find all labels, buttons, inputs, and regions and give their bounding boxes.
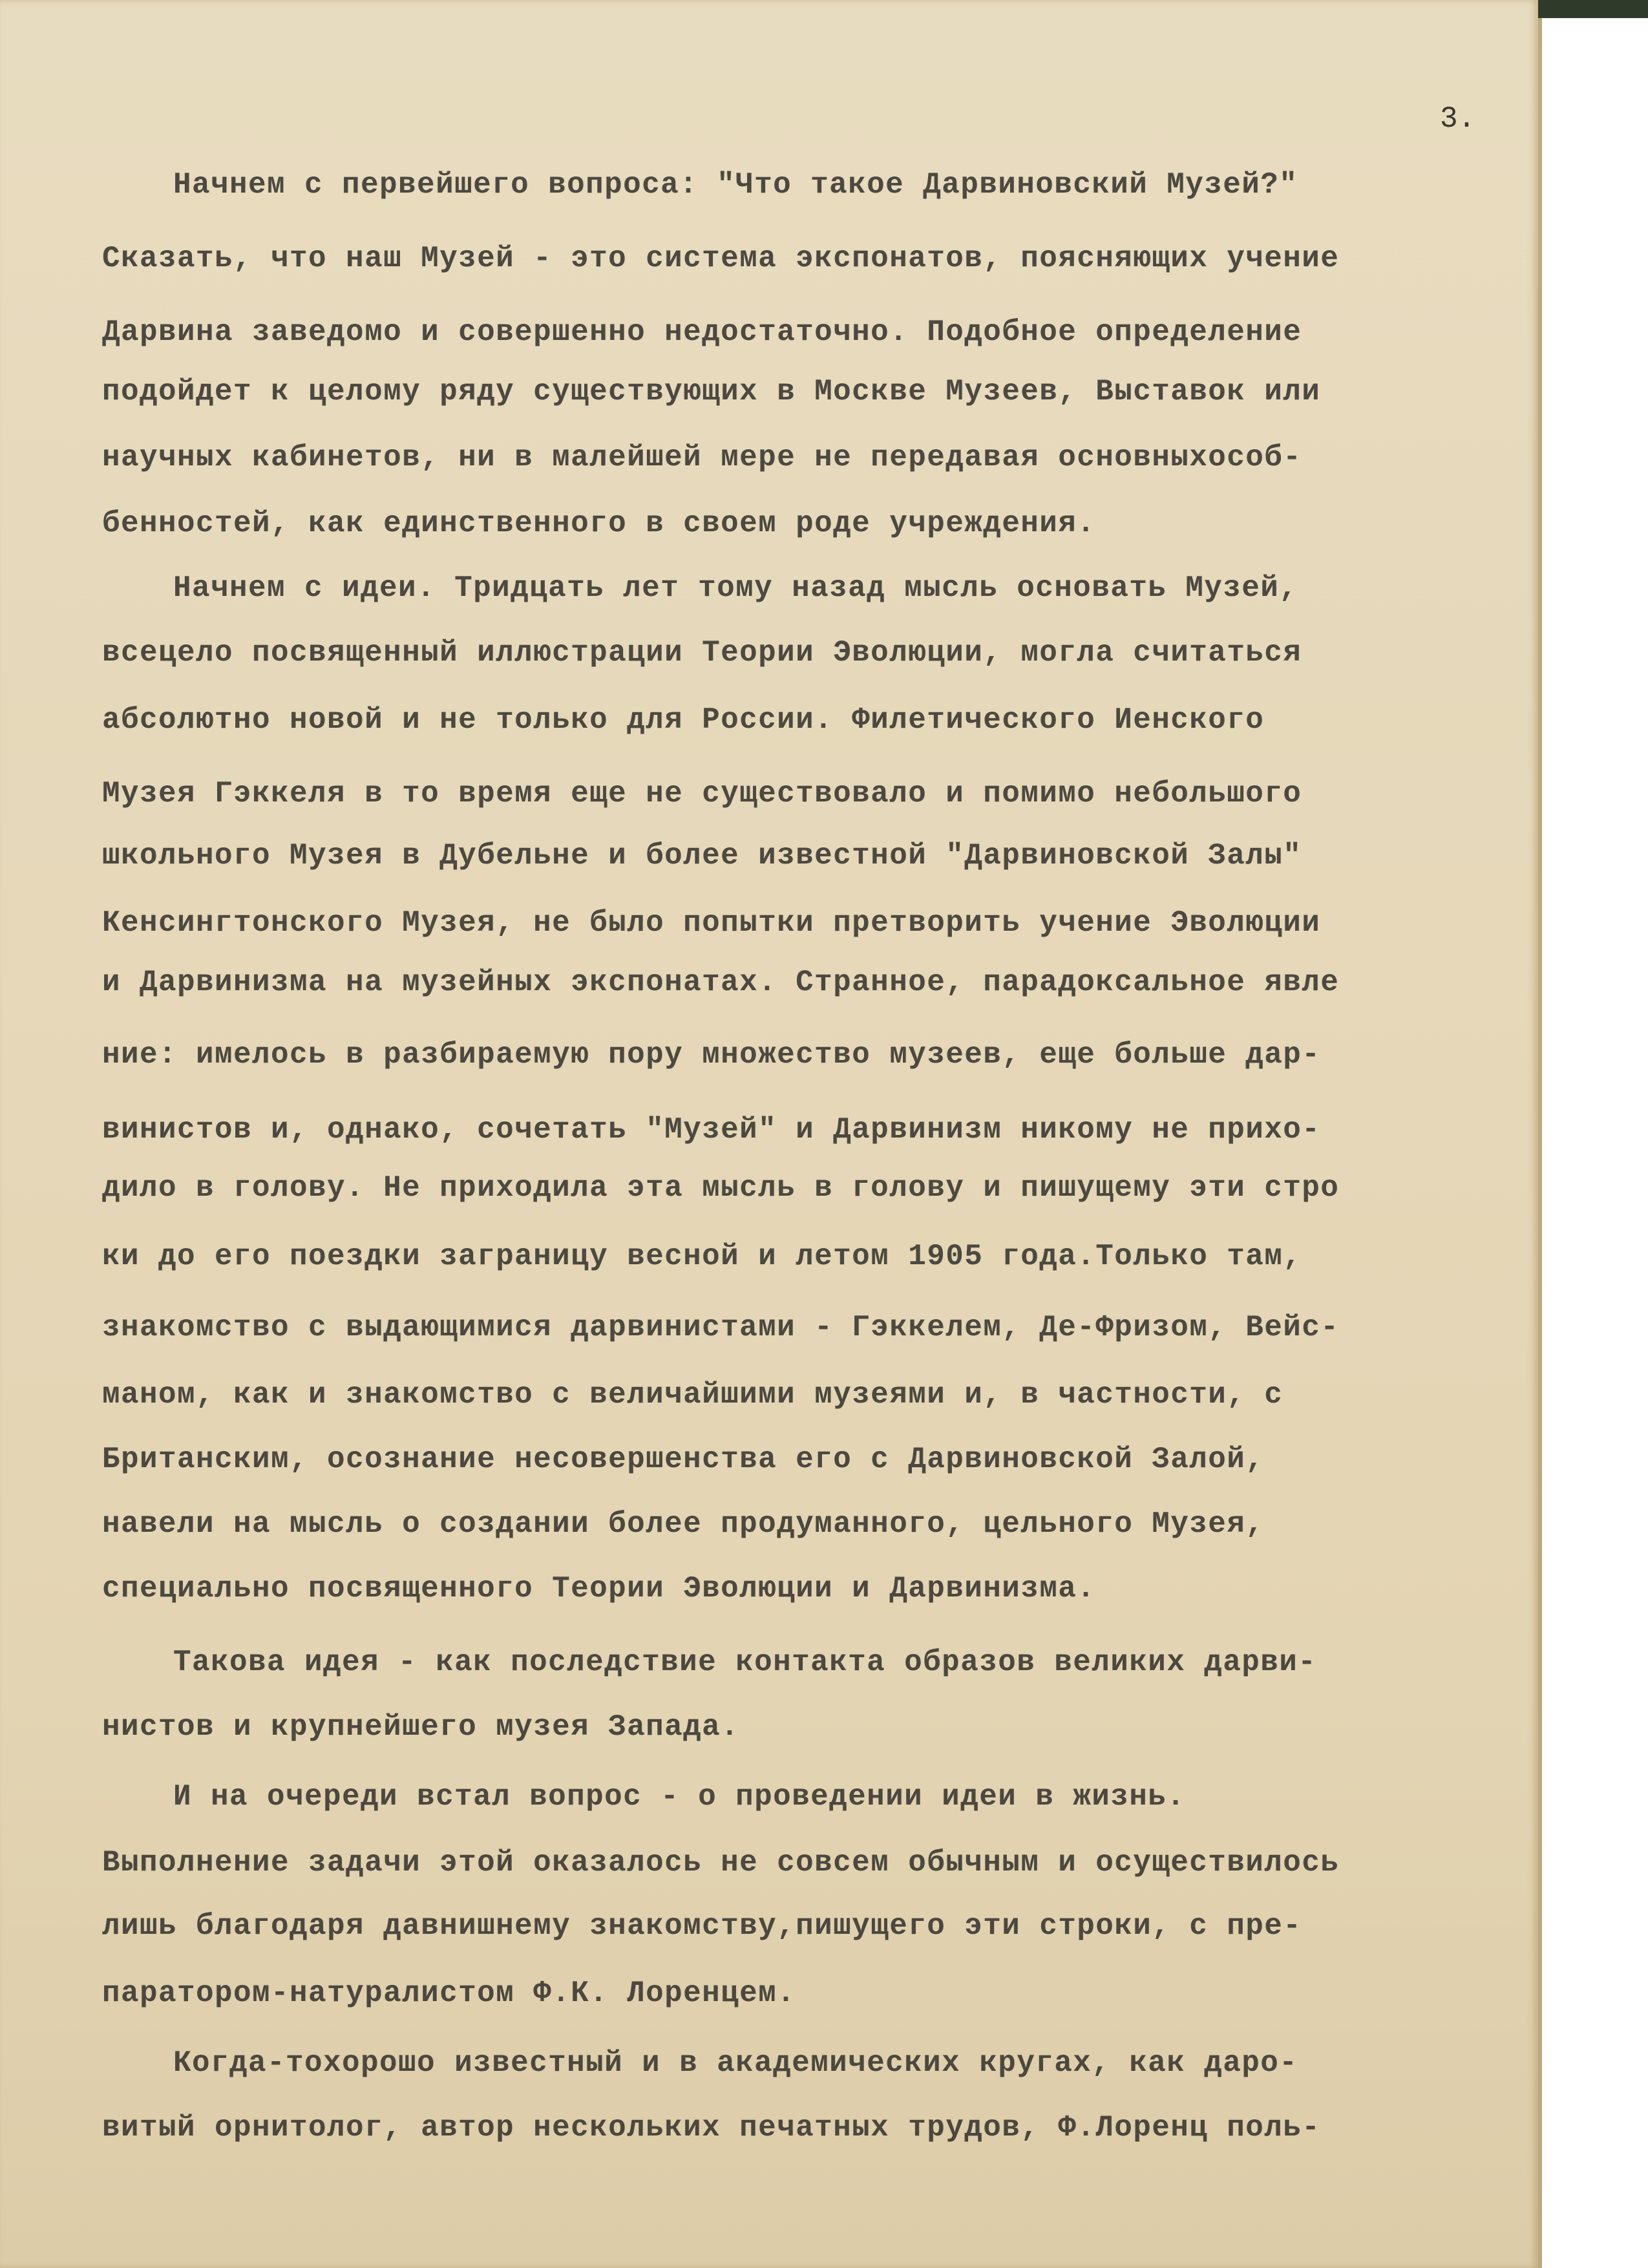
text-line: специально посвященного Теории Эволюции и Дарвинизма. <box>102 1572 1096 1606</box>
text-line: Британским, осознание несовершенства его с Дарвиновской Залой, <box>102 1443 1265 1476</box>
page-number: 3. <box>1440 102 1476 136</box>
text-line: нистов и крупнейшего музея Запада. <box>102 1710 740 1744</box>
text-line: Кенсингтонского Музея, не было попытки претворить учение Эволюции <box>102 906 1321 940</box>
text-line: Такова идея - как последствие контакта образов великих дарви- <box>173 1646 1317 1679</box>
text-line: И на очереди встал вопрос - о проведении идеи в жизнь. <box>173 1780 1186 1814</box>
text-line: и Дарвинизма на музейных экспонатах. Странное, парадоксальное явле <box>102 966 1340 999</box>
text-line: маном, как и знакомство с величайшими музеями и, в частности, с <box>102 1378 1284 1412</box>
text-line: ки до его поездки заграницу весной и летом 1905 года.Только там, <box>102 1240 1302 1273</box>
text-line: Начнем с первейшего вопроса: "Что такое Дарвиновский Музей?" <box>173 168 1298 202</box>
text-line: навели на мысль о создании более продуманного, цельного Музея, <box>102 1507 1265 1541</box>
text-line: Начнем с идеи. Тридцать лет тому назад мысль основать Музей, <box>173 571 1298 605</box>
text-line: всецело посвященный иллюстрации Теории Эволюции, могла считаться <box>102 636 1302 670</box>
text-line: абсолютно новой и не только для России. Филетического Иенского <box>102 703 1265 737</box>
text-line: Сказать, что наш Музей - это система экспонатов, поясняющих учение <box>102 242 1340 275</box>
text-line: паратором-натуралистом Ф.К. Лоренцем. <box>102 1977 796 2010</box>
text-line: Выполнение задачи этой оказалось не совсем обычным и осуществилось <box>102 1846 1340 1880</box>
text-line: Когда-тохорошо известный и в академических кругах, как даро- <box>173 2046 1298 2080</box>
page-edge <box>1538 18 1542 2268</box>
text-line: лишь благодаря давнишнему знакомству,пишущего эти строки, с пре- <box>102 1909 1302 1943</box>
text-line: витый орнитолог, автор нескольких печатных трудов, Ф.Лоренц поль- <box>102 2111 1321 2145</box>
text-line: школьного Музея в Дубельне и более известной "Дарвиновской Залы" <box>102 839 1302 873</box>
text-line: подойдет к целому ряду существующих в Москве Музеев, Выставок или <box>102 375 1321 408</box>
text-line: научных кабинетов, ни в малейшей мере не передавая основныхособ- <box>102 441 1302 474</box>
text-line: знакомство с выдающимися дарвинистами - Гэккелем, Де-Фризом, Вейс- <box>102 1311 1340 1344</box>
text-line: дило в голову. Не приходила эта мысль в голову и пишущему эти стро <box>102 1171 1340 1205</box>
text-line: ние: имелось в разбираемую пору множество музеев, еще больше дар- <box>102 1038 1321 1072</box>
text-line: Музея Гэккеля в то время еще не существовало и помимо небольшого <box>102 777 1302 811</box>
text-line: винистов и, однако, сочетать "Музей" и Дарвинизм никому не прихо- <box>102 1113 1321 1147</box>
text-line: Дарвина заведомо и совершенно недостаточно. Подобное определение <box>102 315 1302 349</box>
text-line: бенностей, как единственного в своем роде учреждения. <box>102 507 1096 540</box>
scanner-edge <box>1538 0 1648 18</box>
